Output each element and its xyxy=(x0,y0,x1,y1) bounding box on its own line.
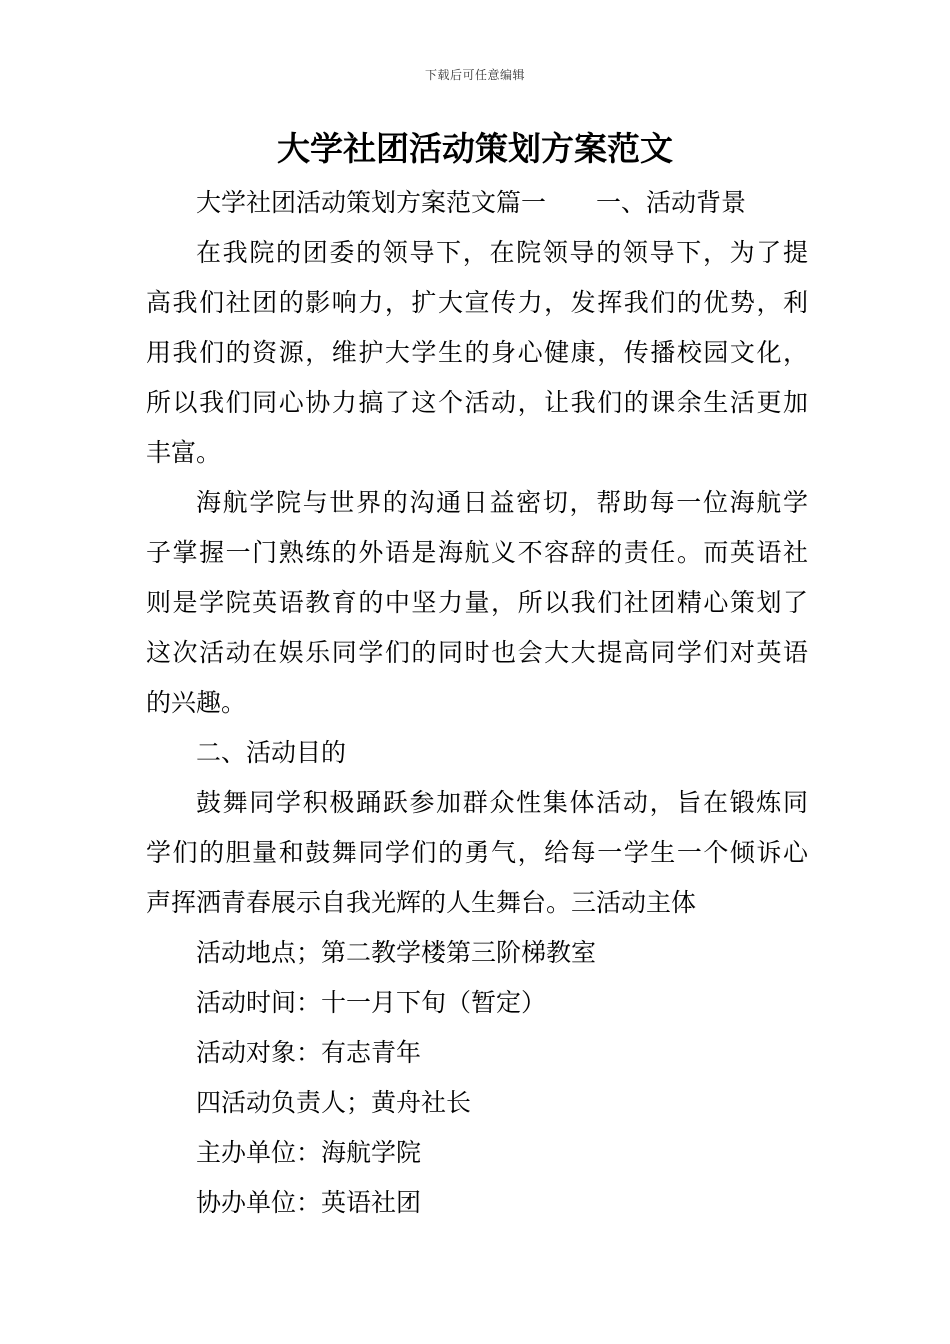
paragraph-3-line-2: 学们的胆量和鼓舞同学们的勇气，给每一学生一个倾诉心 xyxy=(146,838,808,867)
paragraph-2-line-5: 的兴趣。 xyxy=(146,688,247,717)
detail-audience: 活动对象：有志青年 xyxy=(196,1038,422,1067)
paragraph-2-line-4: 这次活动在娱乐同学们的同时也会大大提高同学们对英语 xyxy=(146,638,808,667)
detail-organizer: 主办单位：海航学院 xyxy=(196,1138,422,1167)
subtitle-line xyxy=(146,178,808,228)
paragraph-3-line-3: 声挥洒青春展示自我光辉的人生舞台。三活动主体 xyxy=(146,888,697,917)
paragraph-2-line-3: 则是学院英语教育的中坚力量，所以我们社团精心策划了 xyxy=(146,588,808,617)
paragraph-1-line-2: 高我们社团的影响力，扩大宣传力，发挥我们的优势，利 xyxy=(146,288,808,317)
paragraph-1-line-3: 用我们的资源，维护大学生的身心健康，传播校园文化， xyxy=(146,338,808,367)
subtitle-part1: 大学社团活动策划方案范文篇一 xyxy=(196,188,547,217)
detail-time: 活动时间：十一月下旬（暂定） xyxy=(196,988,547,1017)
document-title: 大学社团活动策划方案范文 xyxy=(277,129,673,168)
detail-leader: 四活动负责人；黄舟社长 xyxy=(196,1088,472,1117)
paragraph-3-line-1: 鼓舞同学积极踊跃参加群众性集体活动，旨在锻炼同 xyxy=(196,788,808,817)
subtitle-part2: 一、活动背景 xyxy=(596,188,747,217)
paragraph-1-line-4: 所以我们同心协力搞了这个活动，让我们的课余生活更加 xyxy=(146,388,808,417)
paragraph-1-line-5: 丰富。 xyxy=(146,438,222,467)
paragraph-2-line-1: 海航学院与世界的沟通日益密切，帮助每一位海航学 xyxy=(196,488,808,517)
paragraph-1-line-1: 在我院的团委的领导下，在院领导的领导下，为了提 xyxy=(196,238,808,267)
detail-co-organizer: 协办单位：英语社团 xyxy=(196,1188,422,1217)
paragraph-2-line-2: 子掌握一门熟练的外语是海航义不容辞的责任。而英语社 xyxy=(146,538,808,567)
header-note: 下载后可任意编辑 xyxy=(424,68,525,82)
section-heading-purpose: 二、活动目的 xyxy=(196,738,347,767)
detail-venue: 活动地点；第二教学楼第三阶梯教室 xyxy=(196,938,597,967)
document-body xyxy=(146,178,808,1228)
